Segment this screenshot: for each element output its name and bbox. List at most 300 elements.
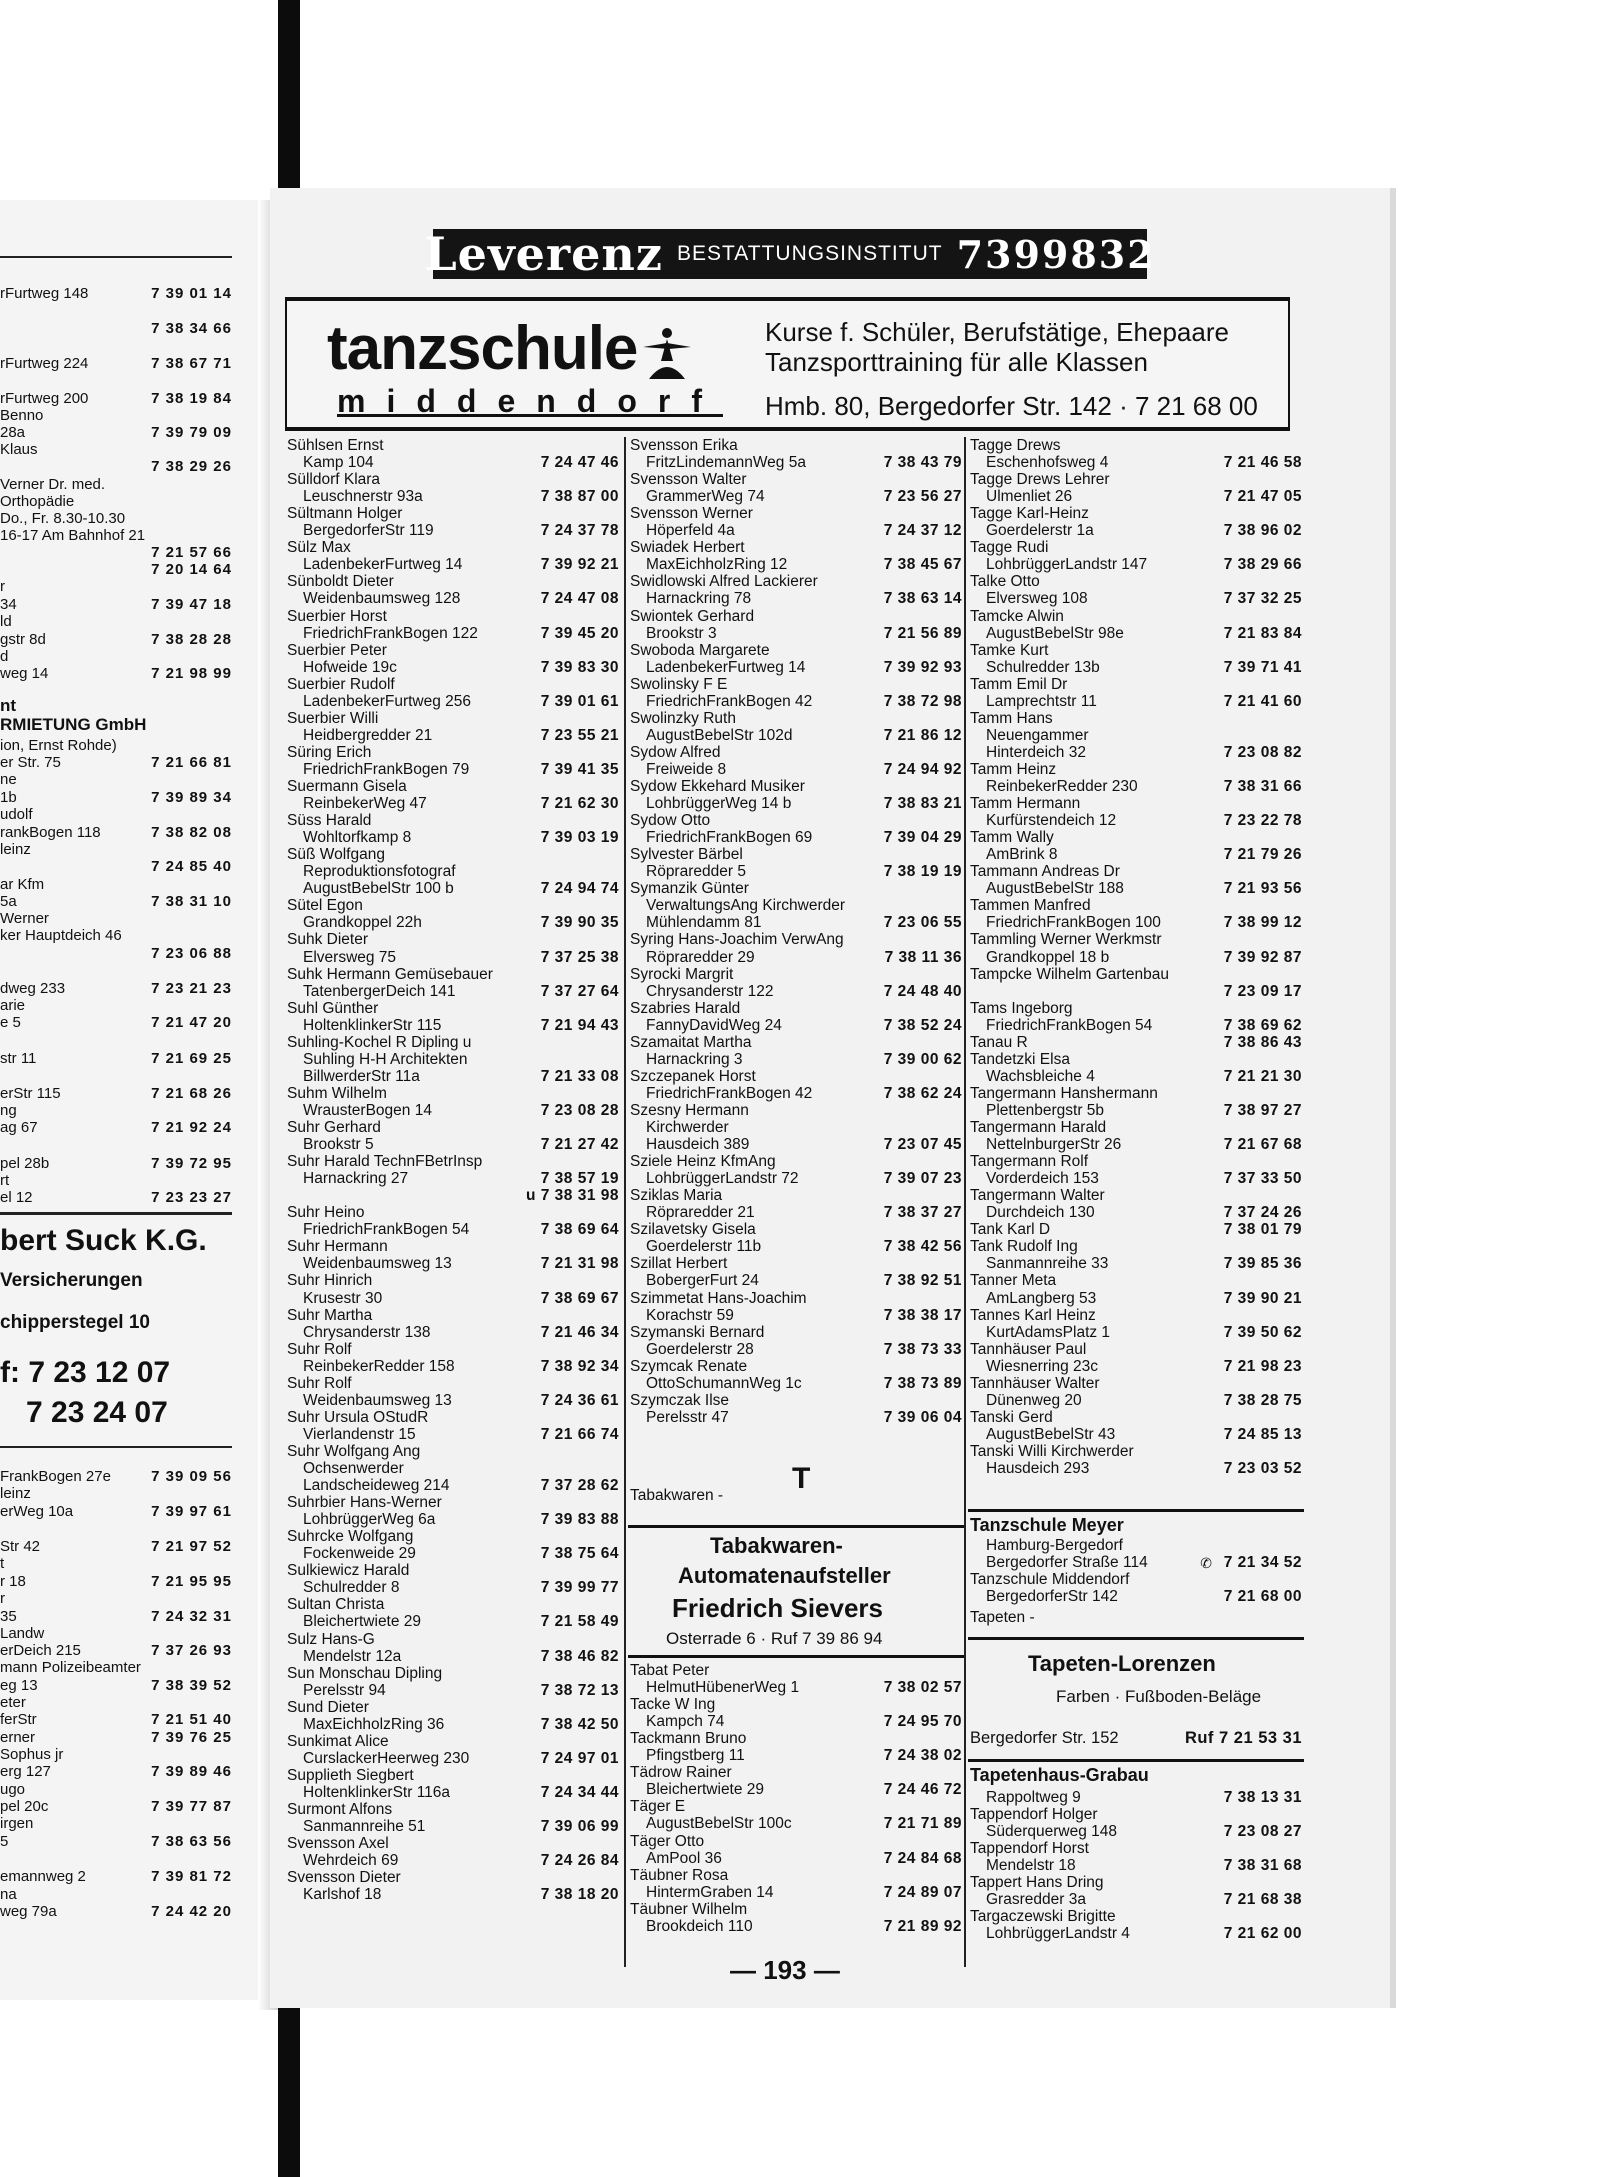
listing-name: VerwaltungsAng Kirchwerder — [646, 897, 846, 915]
listing-name: Tagge Karl-Heinz — [970, 505, 1089, 523]
listing-name: Goerdelerstr 28 — [646, 1340, 754, 1358]
listing-name: Szillat Herbert — [630, 1255, 728, 1273]
left-page-entry — [0, 945, 232, 961]
listing-name: Sun Monschau Dipling — [287, 1664, 443, 1682]
listing-entry — [968, 488, 1304, 506]
listing-name: Surmont Alfons — [287, 1801, 393, 1818]
listing-column-3 — [968, 437, 1304, 1967]
listing-name: Tams Ingeborg — [970, 999, 1073, 1017]
listing-entry — [628, 522, 964, 540]
listing-entry — [968, 1891, 1304, 1909]
listing-name: Tammann Andreas Dr — [970, 863, 1120, 881]
listing-entry — [285, 1443, 621, 1461]
listing-entry — [968, 1068, 1304, 1086]
listing-phone: 7 38 69 62 — [1223, 1016, 1302, 1034]
listing-entry — [285, 1051, 621, 1069]
listing-name: Täger E — [630, 1798, 686, 1816]
entry-text: d — [0, 648, 9, 664]
listing-name: Tamm Hans — [970, 709, 1053, 727]
listing-phone: 7 21 94 43 — [540, 1016, 619, 1034]
entry-text: leinz — [0, 1485, 31, 1501]
listing-entry — [628, 710, 964, 728]
listing-phone: 7 37 25 38 — [540, 948, 619, 966]
listing-name: Krusestr 30 — [303, 1289, 383, 1307]
listing-phone: 7 23 22 78 — [1223, 812, 1302, 830]
left-page-entry — [0, 1172, 232, 1188]
listing-name: Sydow Alfred — [630, 743, 721, 761]
listing-entry — [285, 1375, 621, 1393]
left-page-entry — [0, 1590, 232, 1606]
lorenzen-name: Tapeten-Lorenzen — [1028, 1651, 1216, 1676]
listing-name: Mendelstr 12a — [303, 1647, 402, 1665]
entry-text: ferStr — [0, 1711, 37, 1727]
listing-name: Korachstr 59 — [646, 1306, 734, 1324]
left-page-entry — [0, 1608, 232, 1624]
listing-entry — [968, 1537, 1304, 1555]
listing-entry — [285, 1545, 621, 1563]
listing-entry — [285, 914, 621, 932]
left-page-entry — [0, 1119, 232, 1135]
entry-text: erner — [0, 1729, 36, 1745]
left-page-heading: RMIETUNG GmbH — [0, 715, 147, 734]
listing-name: Grasredder 3a — [986, 1891, 1086, 1909]
listing-entry — [628, 949, 964, 967]
tanzschule-line2: Tanzsporttraining für alle Klassen — [765, 347, 1148, 377]
listing-entry — [628, 505, 964, 523]
listing-name: Talke Otto — [970, 573, 1040, 591]
listing-phone: 7 21 58 49 — [540, 1613, 619, 1631]
listing-phone: 7 21 89 92 — [883, 1917, 962, 1935]
left-page-entry — [0, 390, 232, 406]
left-page-entry — [0, 1763, 232, 1779]
listing-name: Suhr Ursula OStudR — [287, 1408, 429, 1426]
entry-text: el 12 — [0, 1189, 33, 1205]
listing-name: Wachsbleiche 4 — [986, 1067, 1095, 1085]
listing-name: Szamaitat Martha — [630, 1033, 752, 1051]
listing-name: Chrysanderstr 138 — [303, 1323, 431, 1341]
leverenz-name: Leverenz — [424, 227, 664, 281]
listing-entry — [628, 1153, 964, 1171]
listing-name: Suhrbier Hans-Werner — [287, 1494, 442, 1512]
left-page-entry — [0, 1781, 232, 1797]
listing-phone: 7 39 04 29 — [883, 829, 962, 847]
listing-name: AmPool 36 — [646, 1849, 722, 1867]
listing-entry — [285, 1477, 621, 1495]
listing-name: Perelsstr 94 — [303, 1681, 386, 1699]
listing-name: Grandkoppel 18 b — [986, 948, 1110, 966]
listing-entry — [285, 1716, 621, 1734]
listing-phone: 7 38 31 68 — [1223, 1857, 1302, 1875]
listing-entry — [628, 1375, 964, 1393]
listing-name: Hausdeich 389 — [646, 1136, 750, 1154]
left-page-entry — [0, 1868, 232, 1884]
section-letter-t: T — [792, 1462, 811, 1495]
listing-name: Tandetzki Elsa — [970, 1050, 1070, 1068]
listing-entry — [628, 1324, 964, 1342]
listing-phone: 7 38 28 75 — [1223, 1391, 1302, 1409]
listing-entry — [968, 1925, 1304, 1943]
listing-phone: 7 38 92 34 — [540, 1357, 619, 1375]
listing-phone: 7 39 03 19 — [540, 829, 619, 847]
listing-entry — [968, 778, 1304, 796]
tanzschule-sub: middendorf — [337, 383, 723, 419]
listing-entry — [285, 1392, 621, 1410]
listing-entry — [285, 1869, 621, 1887]
listing-entry — [285, 1034, 621, 1052]
listing-name: Heidbergredder 21 — [303, 726, 433, 744]
leverenz-banner — [424, 227, 1156, 281]
listing-phone: 7 24 47 46 — [540, 454, 619, 472]
listing-entry — [628, 1679, 964, 1697]
left-page-entry — [0, 1694, 232, 1710]
listing-entry — [285, 1238, 621, 1256]
listing-entry — [968, 795, 1304, 813]
listing-name: Eschenhofsweg 4 — [986, 454, 1109, 472]
listing-name: FriedrichFrankBogen 122 — [303, 624, 478, 642]
listing-name: Neuengammer — [986, 726, 1089, 744]
listing-entry — [968, 1571, 1304, 1589]
listing-name: Suhr Gerhard — [287, 1119, 381, 1136]
listing-entry — [628, 1085, 964, 1103]
listing-name: KurtAdamsPlatz 1 — [986, 1323, 1111, 1341]
listing-entry — [285, 1852, 621, 1870]
listing-entry — [968, 1324, 1304, 1342]
listing-name: Sziele Heinz KfmAng — [630, 1153, 776, 1171]
listing-name: Suhk Hermann Gemüsebauer — [287, 965, 493, 983]
entry-phone: 7 38 39 52 — [151, 1677, 232, 1693]
listing-name: Tappert Hans Dring — [970, 1874, 1104, 1892]
listing-name: Röpraredder 5 — [646, 863, 746, 881]
listing-entry — [968, 1789, 1304, 1807]
listing-entry — [628, 812, 964, 830]
listing-phone: 7 24 89 07 — [883, 1883, 962, 1901]
listing-entry — [628, 1850, 964, 1868]
listing-name: Sünboldt Dieter — [287, 573, 394, 591]
listing-entry — [628, 761, 964, 779]
listing-entry — [628, 1764, 964, 1782]
listing-phone: 7 38 75 64 — [540, 1545, 619, 1563]
left-page-entry — [0, 1014, 232, 1030]
listing-phone: 7 39 83 30 — [540, 658, 619, 676]
entry-text: weg 14 — [0, 665, 49, 681]
entry-text: weg 79a — [0, 1903, 57, 1919]
listing-name: Brookstr 5 — [303, 1136, 374, 1154]
tabak-ad-line4: Osterrade 6 · Ruf 7 39 86 94 — [666, 1629, 883, 1648]
listing-entry — [968, 914, 1304, 932]
listing-name: Tammling Werner Werkmstr — [970, 931, 1162, 949]
entry-text: erg 127 — [0, 1763, 51, 1779]
listing-phone: 7 24 26 84 — [540, 1852, 619, 1870]
listing-name: Szesny Hermann — [630, 1101, 749, 1119]
entry-text: Verner Dr. med. — [0, 476, 106, 492]
listing-entry — [968, 966, 1304, 984]
entry-text: Str 42 — [0, 1538, 41, 1554]
listing-name: Tannes Karl Heinz — [970, 1306, 1096, 1324]
listing-phone: 7 39 06 99 — [540, 1818, 619, 1836]
listing-name: Täubner Wilhelm — [630, 1900, 748, 1918]
listing-entry — [968, 761, 1304, 779]
listing-entry — [285, 1000, 621, 1018]
left-page-entry — [0, 1085, 232, 1101]
listing-name: Hausdeich 293 — [986, 1460, 1090, 1477]
entry-phone: 7 38 29 26 — [151, 458, 232, 474]
listing-entry — [285, 676, 621, 694]
listing-phone: u 7 38 31 98 — [525, 1187, 619, 1205]
listing-name: Sühlsen Ernst — [287, 437, 384, 454]
listing-entry — [628, 676, 964, 694]
listing-phone: 7 39 92 87 — [1223, 948, 1302, 966]
listing-entry — [285, 880, 621, 898]
listing-phone: 7 38 73 89 — [883, 1374, 962, 1392]
listing-entry — [628, 1221, 964, 1239]
left-page-entry — [0, 910, 232, 926]
left-page-entry — [0, 997, 232, 1013]
entry-text: rFurtweg 148 — [0, 285, 89, 301]
listing-entry — [285, 1068, 621, 1086]
listing-name: Sziklas Maria — [630, 1187, 723, 1205]
listing-entry — [285, 1767, 621, 1785]
listing-entry — [285, 1426, 621, 1444]
listing-entry — [285, 608, 621, 626]
left-page-entry — [0, 285, 232, 301]
listing-entry — [285, 1017, 621, 1035]
entry-phone: 7 37 26 93 — [151, 1642, 232, 1658]
listing-entry — [968, 1000, 1304, 1018]
listing-phone: 7 21 46 34 — [540, 1323, 619, 1341]
dancer-icon — [639, 325, 695, 385]
listing-phone: 7 39 92 21 — [540, 556, 619, 574]
listing-name: Bergedorfer Str. 152 — [970, 1729, 1119, 1747]
entry-phone: 7 39 77 87 — [151, 1798, 232, 1814]
listing-phone: 7 21 56 89 — [883, 624, 962, 642]
listing-name: Suhrcke Wolfgang — [287, 1528, 414, 1546]
listing-entry — [968, 983, 1304, 1001]
listing-entry — [968, 471, 1304, 489]
listing-entry — [628, 744, 964, 762]
listing-name: FriedrichFrankBogen 42 — [646, 692, 813, 710]
listing-name: Svensson Werner — [630, 505, 753, 523]
listing-name: Wohltorfkamp 8 — [303, 829, 412, 847]
listing-name: Tagge Rudi — [970, 539, 1049, 557]
left-page-entry — [0, 648, 232, 664]
entry-text: ag 67 — [0, 1119, 38, 1135]
listing-entry — [628, 1696, 964, 1714]
left-page-entry — [0, 789, 232, 805]
listing-name: HintermGraben 14 — [646, 1883, 774, 1901]
listing-name: WrausterBogen 14 — [303, 1101, 432, 1119]
listing-phone: 7 21 47 05 — [1223, 488, 1302, 506]
tabak-ad-line2: Automatenaufsteller — [678, 1563, 891, 1588]
listing-phone: Ruf 7 21 53 31 — [1184, 1729, 1302, 1747]
listing-name: Harnackring 3 — [646, 1050, 743, 1068]
listing-entry — [285, 488, 621, 506]
listing-entry — [285, 1648, 621, 1666]
listing-entry — [285, 625, 621, 643]
listing-phone: 7 38 63 14 — [883, 590, 962, 608]
listing-name: LadenbekerFurtweg 14 — [646, 658, 806, 676]
listing-name: Harnackring 78 — [646, 590, 752, 608]
listing-name: Szilavetsky Gisela — [630, 1221, 756, 1239]
listing-name: Süderquerweg 148 — [986, 1823, 1117, 1841]
listing-entry — [968, 1554, 1304, 1572]
listing-name: Swidlowski Alfred Lackierer — [630, 573, 818, 591]
listing-entry — [628, 1290, 964, 1308]
listing-name: Suhr Heino — [287, 1204, 365, 1222]
listing-phone: 7 21 21 30 — [1223, 1067, 1302, 1085]
listing-entry — [968, 625, 1304, 643]
listing-name: Suhr Hinrich — [287, 1272, 373, 1290]
listing-entry — [628, 539, 964, 557]
listing-phone: 7 39 83 88 — [540, 1511, 619, 1529]
listing-name: Suhr Rolf — [287, 1340, 352, 1358]
entry-phone: 7 38 34 66 — [151, 320, 232, 336]
listing-entry — [628, 778, 964, 796]
column-divider-1 — [624, 437, 626, 1967]
listing-name: Tädrow Rainer — [630, 1764, 732, 1782]
listing-entry — [285, 1460, 621, 1478]
listing-phone: 7 38 42 56 — [883, 1238, 962, 1256]
listing-name: Sylvester Bärbel — [630, 846, 743, 864]
listing-name: Tabat Peter — [630, 1662, 710, 1679]
listing-entry — [968, 880, 1304, 898]
listing-entry — [968, 1443, 1304, 1461]
tabak-ad-rule-bottom — [628, 1655, 964, 1658]
listing-entry — [285, 1750, 621, 1768]
left-page-entry — [0, 613, 232, 629]
listing-phone: 7 38 69 64 — [540, 1221, 619, 1239]
listing-phone: 7 39 90 35 — [540, 914, 619, 932]
listing-entry — [628, 1341, 964, 1359]
entry-text: rankBogen 118 — [0, 824, 101, 840]
listing-name: Hinterdeich 32 — [986, 743, 1086, 761]
listing-phone: 7 38 19 19 — [883, 863, 962, 881]
listing-entry — [628, 1798, 964, 1816]
listing-name: FriedrichFrankBogen 54 — [986, 1016, 1153, 1034]
entry-text: ker Hauptdeich 46 — [0, 927, 122, 943]
listing-entry — [285, 983, 621, 1001]
listing-entry — [285, 727, 621, 745]
listing-name: Goerdelerstr 11b — [646, 1238, 762, 1256]
listing-name: Reproduktionsfotograf — [303, 863, 456, 881]
listing-entry — [968, 710, 1304, 728]
listing-name: Svensson Dieter — [287, 1869, 401, 1887]
listing-entry — [628, 1017, 964, 1035]
listing-entry — [628, 1747, 964, 1765]
listing-entry — [968, 1238, 1304, 1256]
left-page-entry — [0, 893, 232, 909]
entry-text: ld — [0, 613, 12, 629]
listing-name: Tamcke Alwin — [970, 607, 1064, 625]
listing-name: Szabries Harald — [630, 999, 741, 1017]
meyer-name: Tanzschule Meyer — [970, 1515, 1124, 1535]
listing-name: Weidenbaumsweg 13 — [303, 1255, 452, 1273]
listing-entry — [285, 897, 621, 915]
listing-entry — [285, 1358, 621, 1376]
listing-phone: 7 39 45 20 — [540, 624, 619, 642]
left-page-entry — [0, 441, 232, 457]
left-page-entry — [0, 841, 232, 857]
entry-text: 28a — [0, 424, 26, 440]
listing-name: Mendelstr 18 — [986, 1857, 1076, 1875]
listing-name: Suhr Rolf — [287, 1374, 352, 1392]
listing-name: Höperfeld 4a — [646, 522, 735, 540]
listing-name: LohbrüggerLandstr 72 — [646, 1170, 799, 1188]
listing-phone: 7 39 00 62 — [883, 1050, 962, 1068]
listing-phone: 7 39 41 35 — [540, 760, 619, 778]
entry-text: 34 — [0, 596, 17, 612]
listing-entry — [285, 1665, 621, 1683]
listing-phone: 7 37 24 26 — [1223, 1204, 1302, 1222]
listing-name: OttoSchumannWeg 1c — [646, 1374, 802, 1392]
listing-name: Hofweide 19c — [303, 658, 397, 676]
listing-name: Rappoltweg 9 — [986, 1789, 1081, 1806]
listing-entry — [628, 573, 964, 591]
grabau-name: Tapetenhaus-Grabau — [970, 1765, 1149, 1785]
listing-name: Ochsenwerder — [303, 1460, 404, 1477]
listing-name: Chrysanderstr 122 — [646, 982, 774, 1000]
listing-name: LohbrüggerWeg 6a — [303, 1511, 436, 1529]
column-divider-2 — [964, 437, 966, 1967]
listing-name: Sütel Egon — [287, 897, 363, 915]
listing-name: Täger Otto — [630, 1832, 705, 1850]
listing-entry — [968, 1221, 1304, 1239]
listing-phone: 7 24 85 13 — [1223, 1425, 1302, 1443]
listing-entry — [628, 1272, 964, 1290]
listing-name: Tanski Willi Kirchwerder — [970, 1442, 1134, 1460]
listing-name: Röpraredder 21 — [646, 1204, 755, 1222]
listing-entry — [968, 1426, 1304, 1444]
suck-ad-phone2: 7 23 24 07 — [26, 1396, 168, 1429]
listing-entry — [628, 795, 964, 813]
listing-entry — [968, 931, 1304, 949]
listing-phone: 7 38 52 24 — [883, 1016, 962, 1034]
entry-phone: 7 23 06 88 — [151, 945, 232, 961]
left-page-entry — [0, 1729, 232, 1745]
listing-entry — [285, 1528, 621, 1546]
listing-entry — [285, 693, 621, 711]
listing-name: Landscheideweg 214 — [303, 1477, 450, 1495]
listing-entry — [628, 966, 964, 984]
listing-name: Weidenbaumsweg 13 — [303, 1391, 452, 1409]
listing-phone: 7 39 50 62 — [1223, 1323, 1302, 1341]
listing-entry — [628, 625, 964, 643]
listing-name: Karlshof 18 — [303, 1886, 382, 1904]
listing-entry — [628, 454, 964, 472]
entry-phone: 7 21 95 95 — [151, 1573, 232, 1589]
listing-phone: 7 38 42 50 — [540, 1715, 619, 1733]
listing-entry — [628, 1867, 964, 1885]
listing-entry — [285, 795, 621, 813]
listing-entry — [628, 983, 964, 1001]
listing-entry — [968, 1290, 1304, 1308]
listing-phone: 7 38 73 33 — [883, 1340, 962, 1358]
listing-entry — [628, 693, 964, 711]
listing-phone: 7 39 71 41 — [1223, 658, 1302, 676]
left-page-entry — [0, 824, 232, 840]
entry-text: ion, Ernst Rohde) — [0, 737, 117, 753]
left-page-heading: nt — [0, 696, 17, 715]
grabau-rule — [968, 1759, 1304, 1762]
listing-name: Tacke W Ing — [630, 1696, 716, 1714]
listing-name: BillwerderStr 11a — [303, 1067, 420, 1085]
listing-entry — [285, 522, 621, 540]
listing-entry — [285, 812, 621, 830]
listing-entry — [285, 1136, 621, 1154]
listing-name: Suhr Wolfgang Ang — [287, 1442, 421, 1460]
listing-phone: 7 38 96 02 — [1223, 522, 1302, 540]
listing-entry — [285, 642, 621, 660]
entry-phone: 7 38 67 71 — [151, 355, 232, 371]
